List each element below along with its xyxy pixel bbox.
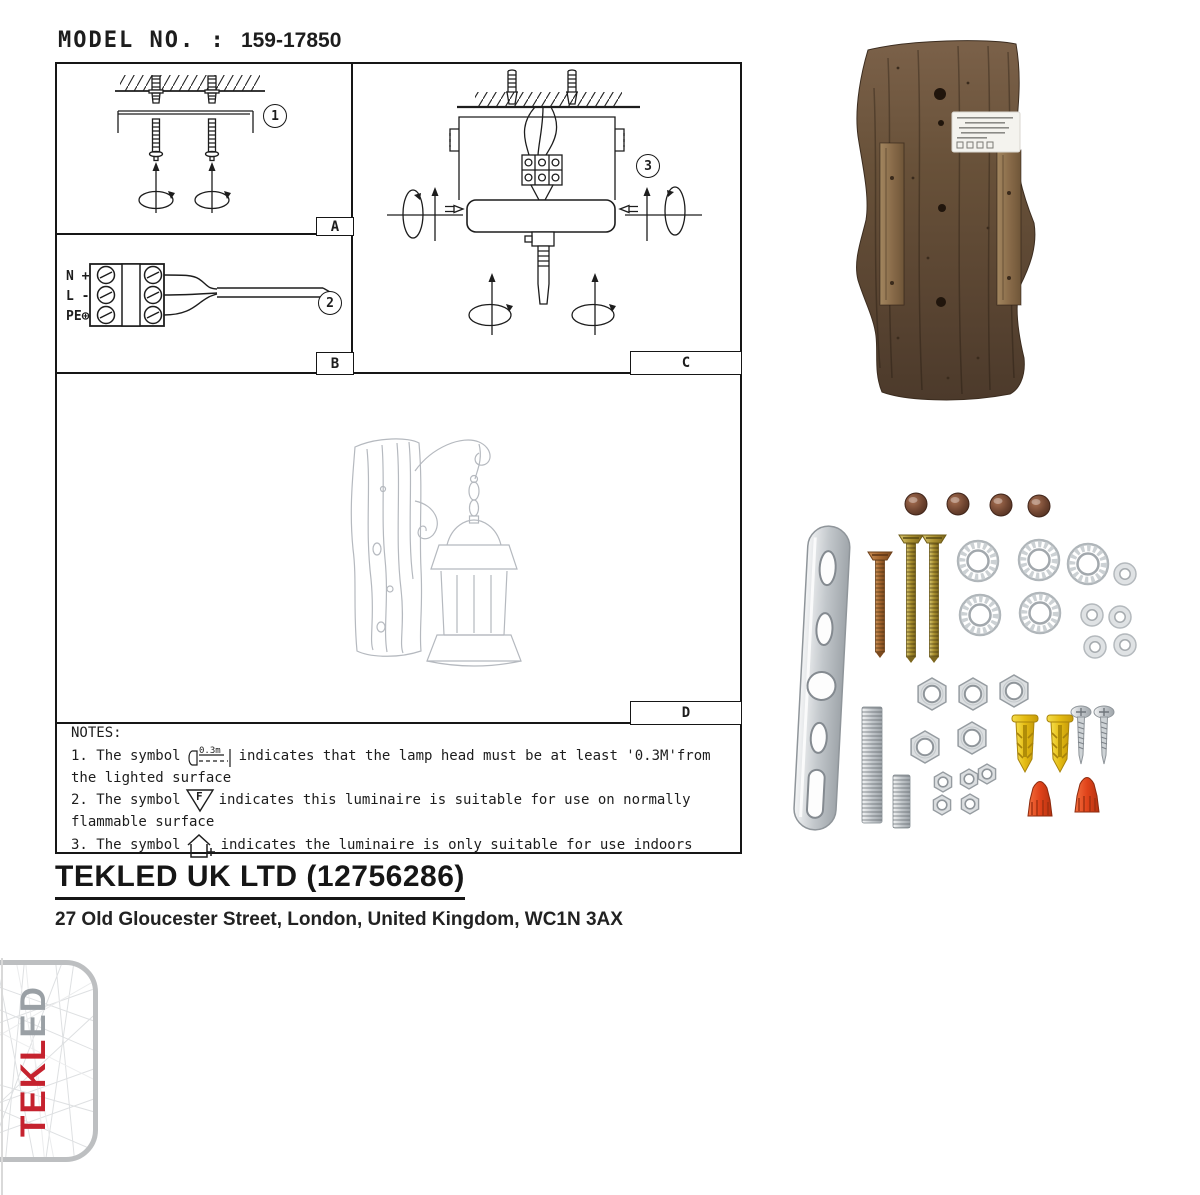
panel-label-d: D (630, 701, 742, 725)
hex-nut (1000, 675, 1028, 707)
cap-nut (947, 493, 969, 515)
wall-plug (1012, 715, 1038, 772)
model-number-line (58, 28, 341, 53)
flat-washer (1081, 604, 1103, 626)
ceiling-hatch (475, 92, 622, 107)
wall-plug (1047, 715, 1073, 772)
hex-nut (958, 722, 986, 754)
serrated-washer (1020, 593, 1060, 633)
cap-nut (905, 493, 927, 515)
hardware-kit-photo (788, 486, 1192, 852)
terminal-block-glyph (522, 155, 562, 200)
panel-label-a: A (316, 217, 354, 236)
step-2-badge: 2 (318, 291, 342, 315)
brass-screw (922, 535, 946, 663)
product-label (952, 112, 1020, 152)
ceiling-hatch (120, 75, 260, 91)
diagram-frame (55, 62, 742, 854)
svg-text:0.3m: 0.3m (198, 745, 221, 756)
company-block (55, 860, 623, 931)
model-number: 159-17850 (240, 29, 342, 52)
threaded-tube-short (893, 775, 910, 828)
tekled-logo-badge (0, 960, 98, 1162)
wiring-label-n: N + (66, 269, 90, 284)
panel-label-c: C (630, 351, 742, 375)
small-hex-nut (978, 764, 995, 784)
wiring-label-l: L - (66, 289, 90, 304)
panel-a-diagram (65, 70, 347, 216)
step-3-badge: 3 (636, 154, 660, 178)
wood-backplate-photo (838, 28, 1042, 420)
note-item: 1. The symbol 0.3m indicates that the lamp head must be at least '0.3M'from the lighted surface (71, 743, 719, 788)
steel-screw (1071, 706, 1091, 764)
small-hex-nut (934, 772, 951, 792)
small-hex-nut (960, 769, 977, 789)
brass-screw (899, 535, 923, 663)
wire-connector-nut (1075, 778, 1099, 813)
company-name: TEKLED UK LTD (12756286) (55, 860, 465, 900)
serrated-washer (1019, 540, 1059, 580)
panel-b-diagram (65, 244, 345, 364)
flat-washer (1114, 634, 1136, 656)
note-item: 2. The symbol F indicates this luminaire is suitable for use on normally flammable surface (71, 787, 719, 832)
hex-nut (959, 678, 987, 710)
panel-d-lamp-sketch (297, 429, 607, 719)
terminal-block-glyph (90, 264, 164, 326)
small-hex-nut (961, 794, 978, 814)
lamp-distance-icon (184, 743, 236, 769)
company-address: 27 Old Gloucester Street, London, United Kingdom, WC1N 3AX (55, 909, 623, 930)
serrated-washer (958, 541, 998, 581)
tekled-logo-text: TEKLED (14, 984, 53, 1138)
panel-label-b: B (316, 352, 354, 375)
flat-washer (1084, 636, 1106, 658)
note-item: 3. The symbol indicates the luminaire is only suitable for use indoors (71, 832, 719, 858)
batten (880, 143, 904, 305)
small-hex-nut (933, 795, 950, 815)
screw-glyph (150, 119, 163, 161)
wiring-label-pe: PE⊕ (66, 309, 90, 324)
model-label: MODEL NO. : (58, 28, 226, 53)
mounting-bracket-glyph (118, 111, 253, 133)
batten (997, 150, 1021, 305)
flat-washer (1109, 606, 1131, 628)
hex-nut (918, 678, 946, 710)
wires-glyph (164, 275, 331, 315)
rotate-arrow-glyph (195, 162, 231, 213)
page-edge-line (1, 958, 3, 1195)
flat-washer (1114, 563, 1136, 585)
copper-screw (868, 552, 892, 658)
screw-glyph (206, 119, 219, 161)
rotate-arrow-glyph (139, 162, 175, 213)
cap-nut (990, 494, 1012, 516)
hex-nut (911, 731, 939, 763)
lantern-sketch (427, 516, 521, 666)
f-triangle-icon (184, 787, 216, 813)
notes-heading: NOTES: (71, 725, 122, 741)
notes-block (71, 724, 719, 858)
mounting-strap (793, 525, 851, 831)
wires-glyph (525, 107, 557, 155)
threaded-tube (862, 707, 882, 823)
divider-a-b (57, 233, 353, 235)
chain-sketch (469, 476, 479, 517)
wire-connector-nut (1028, 782, 1052, 817)
serrated-washer (960, 595, 1000, 635)
rod-glyph (525, 232, 554, 304)
step-1-badge: 1 (263, 104, 287, 128)
wood-plank-sketch (351, 439, 421, 656)
serrated-washer (1068, 544, 1108, 584)
house-indoor-icon (184, 832, 218, 858)
bracket-bar-glyph (467, 200, 615, 232)
svg-text:F: F (195, 790, 203, 803)
cap-nut (1028, 495, 1050, 517)
steel-screw (1094, 706, 1114, 764)
panel-c-diagram (357, 69, 735, 369)
